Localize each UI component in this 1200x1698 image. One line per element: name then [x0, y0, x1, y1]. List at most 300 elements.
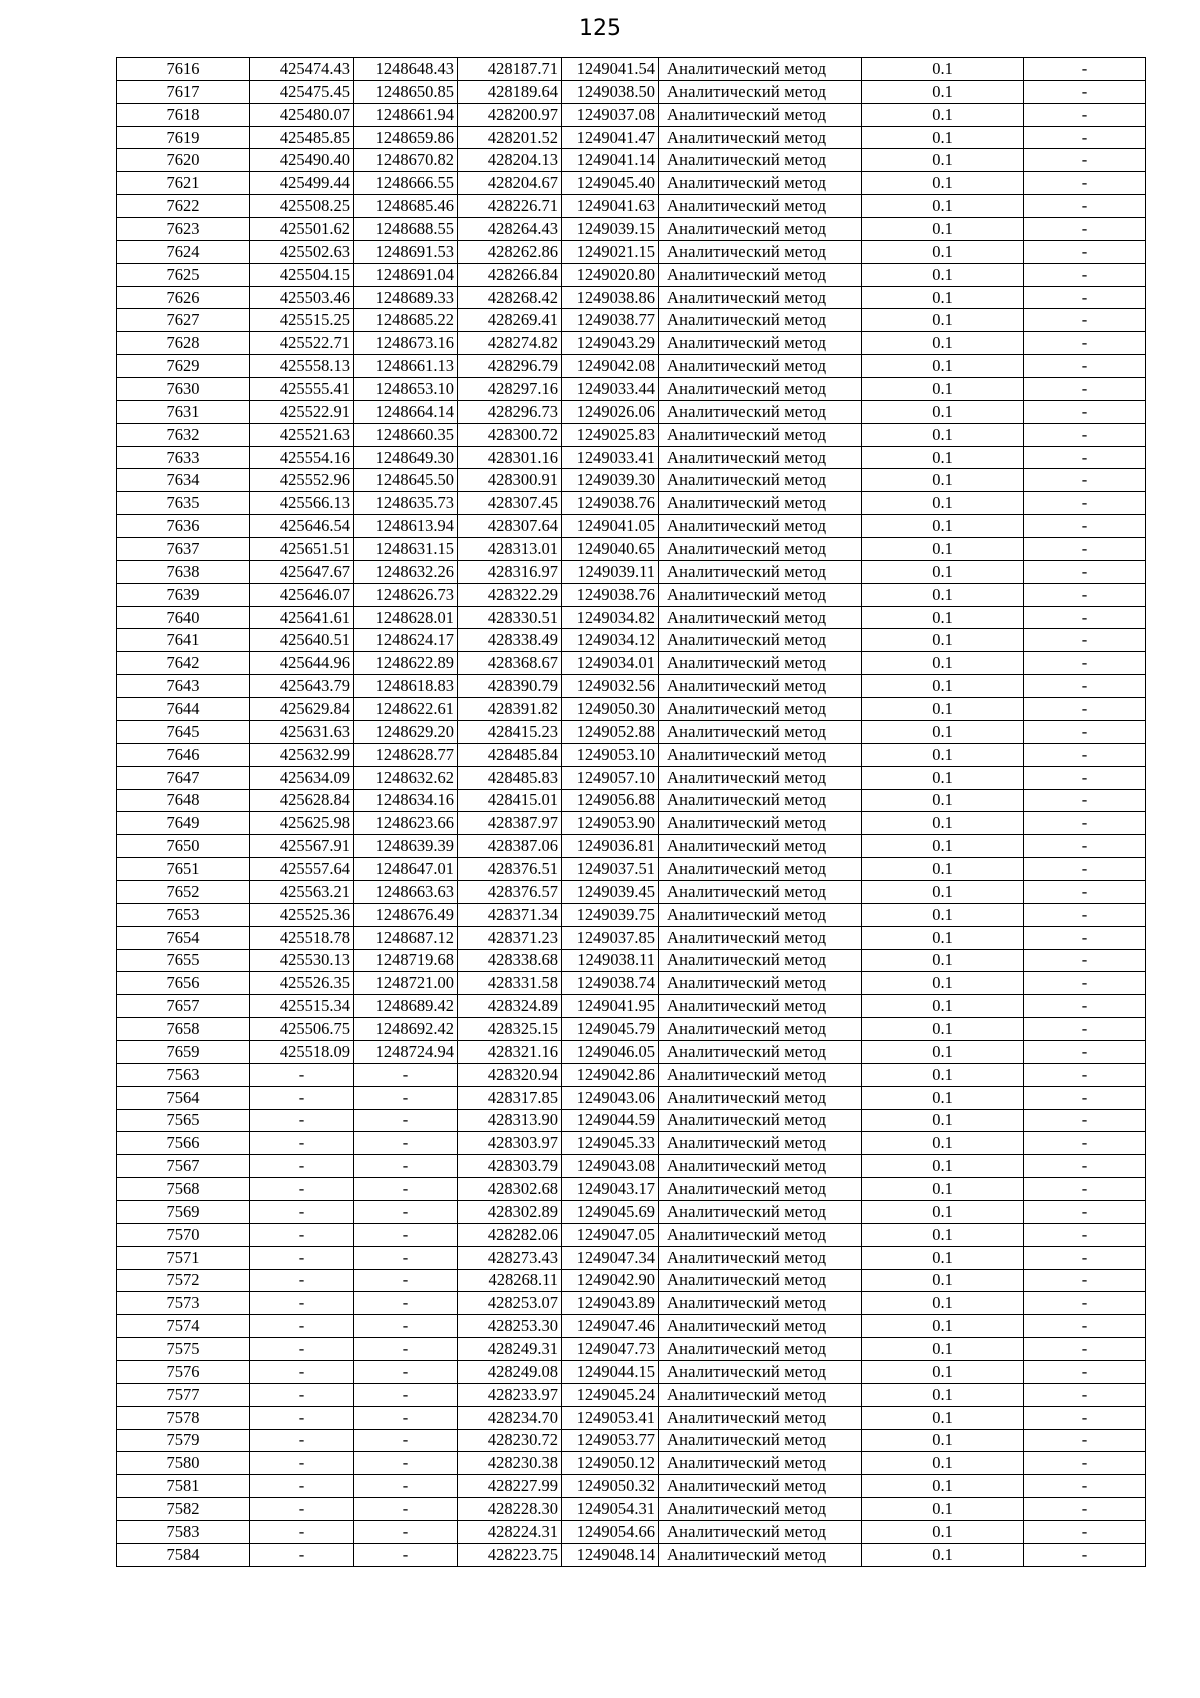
point-id-cell: 7565 [117, 1109, 250, 1132]
y-old-cell: 1248653.10 [354, 378, 458, 401]
point-id-cell: 7623 [117, 218, 250, 241]
x-new-cell: 428268.42 [458, 286, 562, 309]
point-id-cell: 7621 [117, 172, 250, 195]
accuracy-cell: 0.1 [862, 309, 1024, 332]
y-new-cell: 1249042.08 [562, 355, 659, 378]
note-cell: - [1024, 1063, 1146, 1086]
note-cell: - [1024, 1521, 1146, 1544]
x-old-cell: 425475.45 [250, 80, 354, 103]
accuracy-cell: 0.1 [862, 332, 1024, 355]
y-old-cell: 1248664.14 [354, 400, 458, 423]
x-old-cell: 425644.96 [250, 652, 354, 675]
y-new-cell: 1249034.12 [562, 629, 659, 652]
y-new-cell: 1249037.85 [562, 926, 659, 949]
note-cell: - [1024, 903, 1146, 926]
y-new-cell: 1249039.11 [562, 560, 659, 583]
table-row [117, 1475, 1146, 1498]
table-row [117, 515, 1146, 538]
accuracy-cell: 0.1 [862, 880, 1024, 903]
x-old-cell: 425518.09 [250, 1040, 354, 1063]
x-new-cell: 428264.43 [458, 218, 562, 241]
table-row [117, 126, 1146, 149]
note-cell: - [1024, 1315, 1146, 1338]
note-cell: - [1024, 195, 1146, 218]
method-cell: Аналитический метод [659, 1429, 862, 1452]
x-old-cell: 425503.46 [250, 286, 354, 309]
accuracy-cell: 0.1 [862, 606, 1024, 629]
y-new-cell: 1249041.05 [562, 515, 659, 538]
x-old-cell: 425632.99 [250, 743, 354, 766]
x-new-cell: 428320.94 [458, 1063, 562, 1086]
y-old-cell: 1248650.85 [354, 80, 458, 103]
x-new-cell: 428230.38 [458, 1452, 562, 1475]
accuracy-cell: 0.1 [862, 149, 1024, 172]
note-cell: - [1024, 240, 1146, 263]
point-id-cell: 7650 [117, 835, 250, 858]
method-cell: Аналитический метод [659, 1292, 862, 1315]
note-cell: - [1024, 446, 1146, 469]
x-new-cell: 428307.45 [458, 492, 562, 515]
x-old-cell: - [250, 1475, 354, 1498]
accuracy-cell: 0.1 [862, 1200, 1024, 1223]
accuracy-cell: 0.1 [862, 58, 1024, 81]
accuracy-cell: 0.1 [862, 469, 1024, 492]
accuracy-cell: 0.1 [862, 1292, 1024, 1315]
point-id-cell: 7620 [117, 149, 250, 172]
method-cell: Аналитический метод [659, 560, 862, 583]
x-old-cell: 425557.64 [250, 858, 354, 881]
point-id-cell: 7653 [117, 903, 250, 926]
y-old-cell: 1248685.46 [354, 195, 458, 218]
y-old-cell: 1248649.30 [354, 446, 458, 469]
method-cell: Аналитический метод [659, 1269, 862, 1292]
y-old-cell: 1248666.55 [354, 172, 458, 195]
accuracy-cell: 0.1 [862, 378, 1024, 401]
accuracy-cell: 0.1 [862, 1246, 1024, 1269]
method-cell: Аналитический метод [659, 789, 862, 812]
accuracy-cell: 0.1 [862, 195, 1024, 218]
method-cell: Аналитический метод [659, 149, 862, 172]
method-cell: Аналитический метод [659, 1383, 862, 1406]
y-new-cell: 1249050.32 [562, 1475, 659, 1498]
method-cell: Аналитический метод [659, 446, 862, 469]
x-new-cell: 428224.31 [458, 1521, 562, 1544]
point-id-cell: 7634 [117, 469, 250, 492]
accuracy-cell: 0.1 [862, 1315, 1024, 1338]
y-old-cell: 1248624.17 [354, 629, 458, 652]
y-new-cell: 1249044.15 [562, 1360, 659, 1383]
table-row [117, 1452, 1146, 1475]
accuracy-cell: 0.1 [862, 766, 1024, 789]
x-new-cell: 428249.31 [458, 1338, 562, 1361]
y-new-cell: 1249033.44 [562, 378, 659, 401]
y-new-cell: 1249037.51 [562, 858, 659, 881]
y-old-cell: 1248659.86 [354, 126, 458, 149]
x-new-cell: 428282.06 [458, 1223, 562, 1246]
y-new-cell: 1249047.73 [562, 1338, 659, 1361]
x-new-cell: 428201.52 [458, 126, 562, 149]
y-old-cell: 1248673.16 [354, 332, 458, 355]
method-cell: Аналитический метод [659, 1018, 862, 1041]
x-new-cell: 428415.23 [458, 720, 562, 743]
note-cell: - [1024, 469, 1146, 492]
accuracy-cell: 0.1 [862, 1018, 1024, 1041]
note-cell: - [1024, 652, 1146, 675]
x-new-cell: 428227.99 [458, 1475, 562, 1498]
x-new-cell: 428330.51 [458, 606, 562, 629]
y-new-cell: 1249039.15 [562, 218, 659, 241]
point-id-cell: 7575 [117, 1338, 250, 1361]
y-new-cell: 1249038.74 [562, 972, 659, 995]
method-cell: Аналитический метод [659, 858, 862, 881]
point-id-cell: 7654 [117, 926, 250, 949]
coordinates-table [116, 57, 1146, 1567]
y-old-cell: 1248622.89 [354, 652, 458, 675]
x-old-cell: - [250, 1521, 354, 1544]
y-new-cell: 1249032.56 [562, 675, 659, 698]
point-id-cell: 7633 [117, 446, 250, 469]
point-id-cell: 7570 [117, 1223, 250, 1246]
table-row [117, 720, 1146, 743]
y-old-cell: 1248719.68 [354, 949, 458, 972]
y-new-cell: 1249053.90 [562, 812, 659, 835]
x-old-cell: 425490.40 [250, 149, 354, 172]
y-new-cell: 1249053.41 [562, 1406, 659, 1429]
y-new-cell: 1249048.14 [562, 1543, 659, 1566]
accuracy-cell: 0.1 [862, 1338, 1024, 1361]
y-new-cell: 1249039.45 [562, 880, 659, 903]
x-new-cell: 428303.97 [458, 1132, 562, 1155]
x-old-cell: 425634.09 [250, 766, 354, 789]
y-new-cell: 1249057.10 [562, 766, 659, 789]
x-old-cell: 425521.63 [250, 423, 354, 446]
accuracy-cell: 0.1 [862, 720, 1024, 743]
y-old-cell: 1248663.63 [354, 880, 458, 903]
accuracy-cell: 0.1 [862, 1040, 1024, 1063]
point-id-cell: 7640 [117, 606, 250, 629]
x-old-cell: 425625.98 [250, 812, 354, 835]
method-cell: Аналитический метод [659, 263, 862, 286]
y-new-cell: 1249038.76 [562, 583, 659, 606]
method-cell: Аналитический метод [659, 1498, 862, 1521]
accuracy-cell: 0.1 [862, 698, 1024, 721]
y-new-cell: 1249033.41 [562, 446, 659, 469]
point-id-cell: 7574 [117, 1315, 250, 1338]
point-id-cell: 7563 [117, 1063, 250, 1086]
x-new-cell: 428266.84 [458, 263, 562, 286]
x-new-cell: 428313.01 [458, 538, 562, 561]
accuracy-cell: 0.1 [862, 538, 1024, 561]
point-id-cell: 7649 [117, 812, 250, 835]
note-cell: - [1024, 1292, 1146, 1315]
x-new-cell: 428338.68 [458, 949, 562, 972]
y-old-cell: 1248692.42 [354, 1018, 458, 1041]
accuracy-cell: 0.1 [862, 423, 1024, 446]
x-old-cell: 425563.21 [250, 880, 354, 903]
accuracy-cell: 0.1 [862, 80, 1024, 103]
note-cell: - [1024, 972, 1146, 995]
accuracy-cell: 0.1 [862, 355, 1024, 378]
note-cell: - [1024, 263, 1146, 286]
point-id-cell: 7569 [117, 1200, 250, 1223]
y-new-cell: 1249025.83 [562, 423, 659, 446]
y-old-cell: - [354, 1429, 458, 1452]
accuracy-cell: 0.1 [862, 812, 1024, 835]
note-cell: - [1024, 812, 1146, 835]
note-cell: - [1024, 58, 1146, 81]
method-cell: Аналитический метод [659, 103, 862, 126]
note-cell: - [1024, 515, 1146, 538]
method-cell: Аналитический метод [659, 583, 862, 606]
method-cell: Аналитический метод [659, 949, 862, 972]
point-id-cell: 7577 [117, 1383, 250, 1406]
accuracy-cell: 0.1 [862, 1269, 1024, 1292]
x-old-cell: 425646.07 [250, 583, 354, 606]
point-id-cell: 7646 [117, 743, 250, 766]
table-row [117, 1292, 1146, 1315]
note-cell: - [1024, 355, 1146, 378]
accuracy-cell: 0.1 [862, 446, 1024, 469]
y-new-cell: 1249043.08 [562, 1155, 659, 1178]
y-new-cell: 1249043.06 [562, 1086, 659, 1109]
point-id-cell: 7628 [117, 332, 250, 355]
y-new-cell: 1249038.50 [562, 80, 659, 103]
point-id-cell: 7572 [117, 1269, 250, 1292]
point-id-cell: 7639 [117, 583, 250, 606]
method-cell: Аналитический метод [659, 240, 862, 263]
x-old-cell: 425522.71 [250, 332, 354, 355]
point-id-cell: 7631 [117, 400, 250, 423]
method-cell: Аналитический метод [659, 1109, 862, 1132]
method-cell: Аналитический метод [659, 629, 862, 652]
x-new-cell: 428268.11 [458, 1269, 562, 1292]
table-row [117, 949, 1146, 972]
note-cell: - [1024, 218, 1146, 241]
table-row [117, 606, 1146, 629]
x-old-cell: - [250, 1223, 354, 1246]
accuracy-cell: 0.1 [862, 835, 1024, 858]
table-row [117, 332, 1146, 355]
y-old-cell: - [354, 1063, 458, 1086]
table-row [117, 560, 1146, 583]
x-old-cell: - [250, 1292, 354, 1315]
method-cell: Аналитический метод [659, 1406, 862, 1429]
table-row [117, 355, 1146, 378]
note-cell: - [1024, 560, 1146, 583]
method-cell: Аналитический метод [659, 1200, 862, 1223]
note-cell: - [1024, 423, 1146, 446]
table-row [117, 58, 1146, 81]
method-cell: Аналитический метод [659, 492, 862, 515]
y-old-cell: 1248645.50 [354, 469, 458, 492]
accuracy-cell: 0.1 [862, 1155, 1024, 1178]
x-old-cell: - [250, 1315, 354, 1338]
method-cell: Аналитический метод [659, 1452, 862, 1475]
y-new-cell: 1249050.12 [562, 1452, 659, 1475]
note-cell: - [1024, 149, 1146, 172]
y-old-cell: 1248632.26 [354, 560, 458, 583]
table-row [117, 1246, 1146, 1269]
method-cell: Аналитический метод [659, 538, 862, 561]
y-new-cell: 1249045.69 [562, 1200, 659, 1223]
x-new-cell: 428325.15 [458, 1018, 562, 1041]
y-old-cell: - [354, 1086, 458, 1109]
accuracy-cell: 0.1 [862, 926, 1024, 949]
y-new-cell: 1249052.88 [562, 720, 659, 743]
accuracy-cell: 0.1 [862, 949, 1024, 972]
table-row [117, 995, 1146, 1018]
x-old-cell: - [250, 1360, 354, 1383]
x-new-cell: 428485.84 [458, 743, 562, 766]
x-new-cell: 428300.72 [458, 423, 562, 446]
y-new-cell: 1249040.65 [562, 538, 659, 561]
y-new-cell: 1249045.33 [562, 1132, 659, 1155]
table-row [117, 1086, 1146, 1109]
x-old-cell: 425525.36 [250, 903, 354, 926]
table-row [117, 1178, 1146, 1201]
y-new-cell: 1249046.05 [562, 1040, 659, 1063]
point-id-cell: 7637 [117, 538, 250, 561]
note-cell: - [1024, 743, 1146, 766]
table-row [117, 1498, 1146, 1521]
point-id-cell: 7616 [117, 58, 250, 81]
method-cell: Аналитический метод [659, 720, 862, 743]
x-new-cell: 428313.90 [458, 1109, 562, 1132]
point-id-cell: 7632 [117, 423, 250, 446]
method-cell: Аналитический метод [659, 1521, 862, 1544]
y-new-cell: 1249041.63 [562, 195, 659, 218]
point-id-cell: 7583 [117, 1521, 250, 1544]
y-old-cell: - [354, 1109, 458, 1132]
y-new-cell: 1249054.66 [562, 1521, 659, 1544]
method-cell: Аналитический метод [659, 286, 862, 309]
x-old-cell: 425567.91 [250, 835, 354, 858]
accuracy-cell: 0.1 [862, 652, 1024, 675]
x-old-cell: 425640.51 [250, 629, 354, 652]
table-row [117, 1223, 1146, 1246]
y-new-cell: 1249042.86 [562, 1063, 659, 1086]
method-cell: Аналитический метод [659, 423, 862, 446]
x-old-cell: 425518.78 [250, 926, 354, 949]
note-cell: - [1024, 1406, 1146, 1429]
accuracy-cell: 0.1 [862, 995, 1024, 1018]
note-cell: - [1024, 1269, 1146, 1292]
x-old-cell: 425647.67 [250, 560, 354, 583]
note-cell: - [1024, 126, 1146, 149]
x-old-cell: - [250, 1429, 354, 1452]
method-cell: Аналитический метод [659, 766, 862, 789]
note-cell: - [1024, 766, 1146, 789]
y-old-cell: 1248629.20 [354, 720, 458, 743]
y-old-cell: - [354, 1223, 458, 1246]
method-cell: Аналитический метод [659, 675, 862, 698]
point-id-cell: 7625 [117, 263, 250, 286]
x-new-cell: 428204.67 [458, 172, 562, 195]
y-old-cell: 1248689.42 [354, 995, 458, 1018]
y-old-cell: 1248626.73 [354, 583, 458, 606]
x-old-cell: - [250, 1269, 354, 1292]
note-cell: - [1024, 1178, 1146, 1201]
table-row [117, 583, 1146, 606]
y-old-cell: 1248691.53 [354, 240, 458, 263]
x-old-cell: 425566.13 [250, 492, 354, 515]
method-cell: Аналитический метод [659, 698, 862, 721]
x-new-cell: 428253.30 [458, 1315, 562, 1338]
point-id-cell: 7629 [117, 355, 250, 378]
x-new-cell: 428296.79 [458, 355, 562, 378]
y-old-cell: 1248648.43 [354, 58, 458, 81]
table-row [117, 1109, 1146, 1132]
note-cell: - [1024, 1246, 1146, 1269]
point-id-cell: 7635 [117, 492, 250, 515]
note-cell: - [1024, 1018, 1146, 1041]
method-cell: Аналитический метод [659, 332, 862, 355]
note-cell: - [1024, 538, 1146, 561]
accuracy-cell: 0.1 [862, 1086, 1024, 1109]
note-cell: - [1024, 1360, 1146, 1383]
y-new-cell: 1249045.79 [562, 1018, 659, 1041]
table-row [117, 103, 1146, 126]
note-cell: - [1024, 103, 1146, 126]
method-cell: Аналитический метод [659, 812, 862, 835]
note-cell: - [1024, 858, 1146, 881]
x-new-cell: 428391.82 [458, 698, 562, 721]
accuracy-cell: 0.1 [862, 492, 1024, 515]
point-id-cell: 7581 [117, 1475, 250, 1498]
x-old-cell: 425508.25 [250, 195, 354, 218]
accuracy-cell: 0.1 [862, 240, 1024, 263]
y-new-cell: 1249050.30 [562, 698, 659, 721]
accuracy-cell: 0.1 [862, 515, 1024, 538]
accuracy-cell: 0.1 [862, 1475, 1024, 1498]
x-new-cell: 428302.89 [458, 1200, 562, 1223]
x-new-cell: 428390.79 [458, 675, 562, 698]
y-old-cell: 1248691.04 [354, 263, 458, 286]
y-old-cell: 1248688.55 [354, 218, 458, 241]
accuracy-cell: 0.1 [862, 1429, 1024, 1452]
note-cell: - [1024, 720, 1146, 743]
method-cell: Аналитический метод [659, 1040, 862, 1063]
y-old-cell: 1248676.49 [354, 903, 458, 926]
x-old-cell: - [250, 1132, 354, 1155]
x-old-cell: 425643.79 [250, 675, 354, 698]
method-cell: Аналитический метод [659, 1246, 862, 1269]
table-row [117, 1383, 1146, 1406]
y-old-cell: - [354, 1543, 458, 1566]
accuracy-cell: 0.1 [862, 1063, 1024, 1086]
note-cell: - [1024, 400, 1146, 423]
x-new-cell: 428223.75 [458, 1543, 562, 1566]
x-old-cell: 425530.13 [250, 949, 354, 972]
table-row [117, 835, 1146, 858]
point-id-cell: 7566 [117, 1132, 250, 1155]
y-new-cell: 1249020.80 [562, 263, 659, 286]
x-new-cell: 428296.73 [458, 400, 562, 423]
table-row [117, 1155, 1146, 1178]
table-body [117, 58, 1146, 1567]
method-cell: Аналитический метод [659, 58, 862, 81]
note-cell: - [1024, 1475, 1146, 1498]
x-old-cell: - [250, 1498, 354, 1521]
x-new-cell: 428307.64 [458, 515, 562, 538]
y-old-cell: - [354, 1498, 458, 1521]
note-cell: - [1024, 492, 1146, 515]
y-new-cell: 1249034.82 [562, 606, 659, 629]
x-old-cell: - [250, 1063, 354, 1086]
accuracy-cell: 0.1 [862, 1223, 1024, 1246]
y-new-cell: 1249039.30 [562, 469, 659, 492]
y-old-cell: 1248724.94 [354, 1040, 458, 1063]
